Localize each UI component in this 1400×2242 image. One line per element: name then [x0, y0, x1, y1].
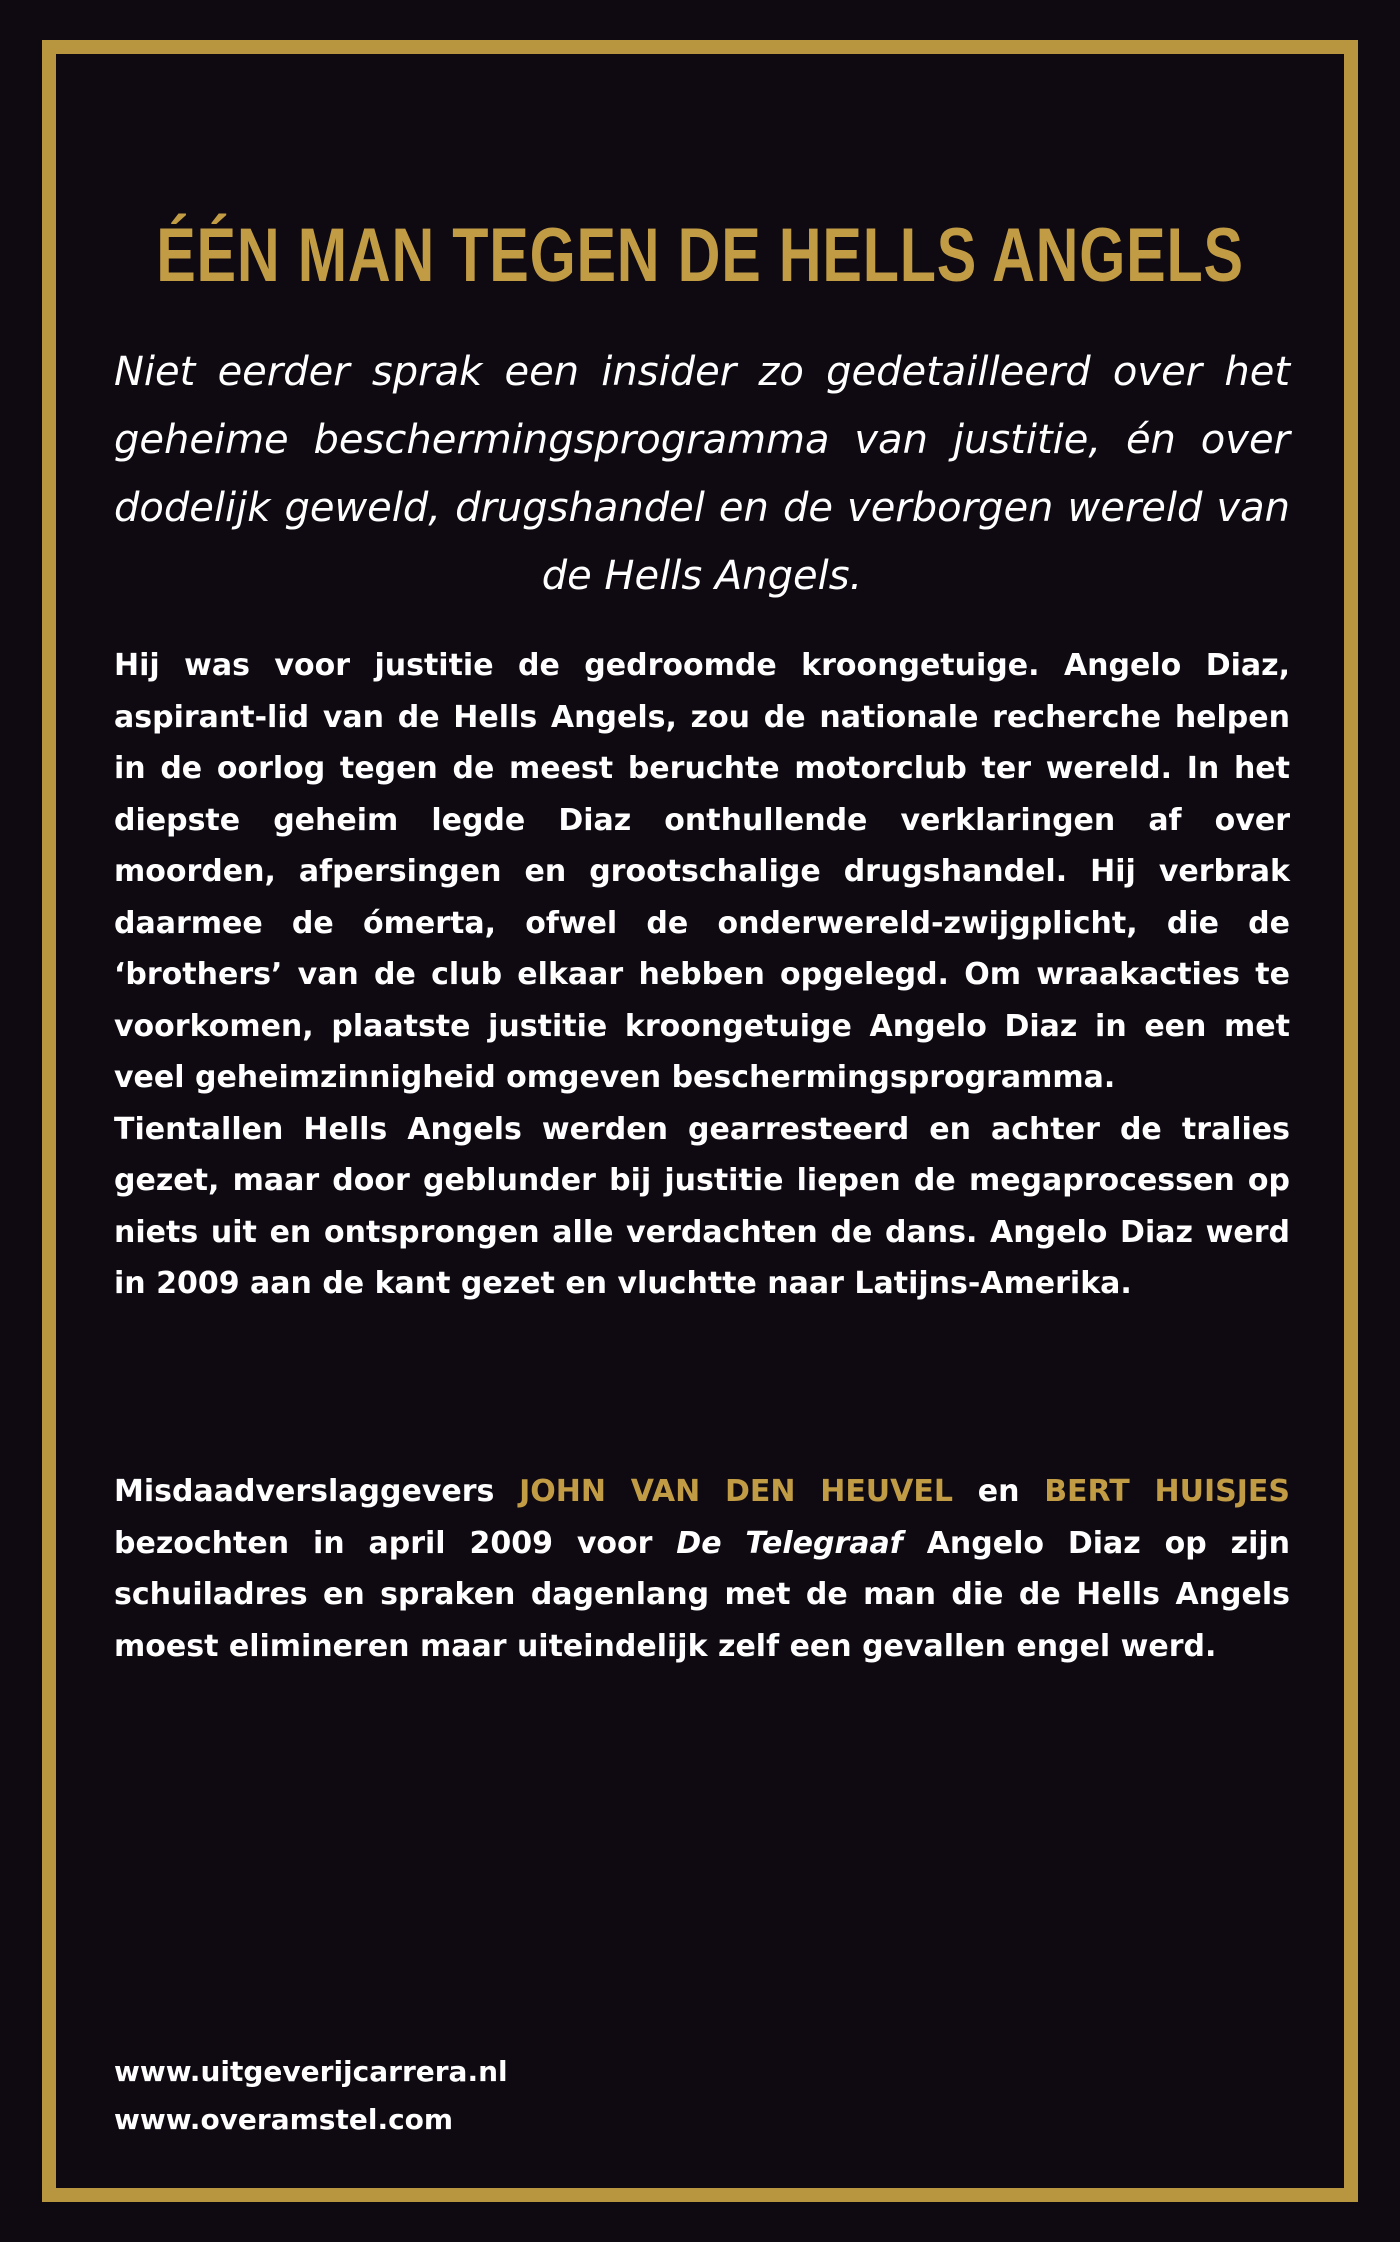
- blurb-paragraph-2: Tientallen Hells Angels werden gearresteerd en achter de tralies gezet, maar door geblunder bij justitie liepen de megaprocessen op niets uit en ontsprongen alle verdachten de dans. Angelo Diaz werd in 2009 aan de kant gezet en vluchtte naar Latijns-Amerika.: [114, 1111, 1290, 1301]
- author-name-2: BERT HUISJES: [1044, 1474, 1290, 1509]
- author-name-1: JOHN VAN DEN HEUVEL: [519, 1474, 953, 1509]
- authors-paragraph: [114, 1466, 1290, 1672]
- publisher-link-1[interactable]: www.uitgeverijcarrera.nl: [114, 2055, 508, 2088]
- publisher-link-2[interactable]: www.overamstel.com: [114, 2103, 454, 2136]
- publisher-links: [114, 2048, 508, 2144]
- blurb-body: [114, 640, 1290, 1310]
- authors-text-2: Angelo Diaz op zijn schuiladres en spraken dagenlang met de man die de Hells Angels moest elimineren maar uiteindelijk zelf een gevallen engel werd.: [114, 1525, 1290, 1664]
- newspaper-name: De Telegraaf: [676, 1525, 903, 1561]
- lead-paragraph: Niet eerder sprak een insider zo gedetailleerd over het geheime beschermingsprogramma van justitie, én over dodelijk geweld, drugshandel en de verborgen wereld van de Hells Angels.: [114, 349, 1290, 599]
- authors-text-1: bezochten in april 2009 voor: [114, 1525, 677, 1561]
- blurb-paragraph-1: Hij was voor justitie de gedroomde kroongetuige. Angelo Diaz, aspirant-lid van de Hells Angels, zou de nationale recherche helpen in de oorlog tegen de meest beruchte motorclub ter wereld. In het diepste geheim legde Diaz onthullende verklaringen af over moorden, afpersingen en grootschalige drugshandel. Hij verbrak daarmee de ómerta, ofwel de onderwereld-zwijgplicht, die de ‘brothers’ van de club elkaar hebben opgelegd. Om wraakacties te voorkomen, plaatste justitie kroongetuige Angelo Diaz in een met veel geheimzinnigheid omgeven beschermingsprogramma.: [114, 648, 1290, 1095]
- authors-intro: Misdaadverslaggevers: [114, 1474, 520, 1509]
- book-title: ÉÉN MAN TEGEN DE HELLS ANGELS: [156, 213, 1244, 298]
- authors-and: en: [953, 1474, 1045, 1509]
